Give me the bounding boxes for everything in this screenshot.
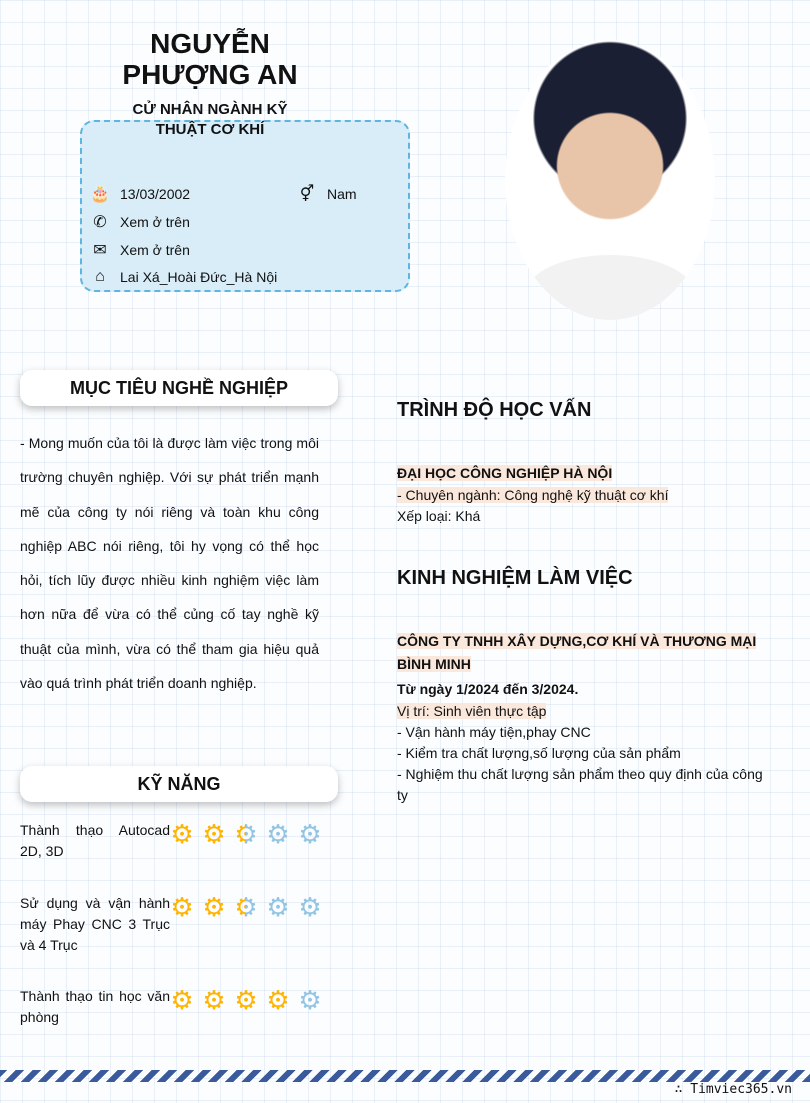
company-name: CÔNG TY TNHH XÂY DỰNG,CƠ KHÍ VÀ THƯƠNG MẠI BÌNH MINH — [397, 633, 757, 672]
skill-rating — [168, 987, 324, 1013]
gear-rating-icon: ⚙ — [232, 821, 260, 847]
gender-icon: ⚥ — [299, 186, 315, 203]
gender: Nam — [327, 186, 357, 202]
skill-name: Thành thạo Autocad 2D, 3D — [20, 822, 170, 859]
grade: Xếp loại: Khá — [397, 508, 481, 524]
position: Vị trí: Sinh viên thực tập — [397, 703, 547, 719]
gear-rating-icon: ⚙ — [170, 819, 194, 849]
birthday-cake-icon: 🎂 — [90, 186, 110, 203]
task-item: - Kiểm tra chất lượng,số lượng của sản phẩm — [397, 745, 681, 761]
gear-rating-icon: ⚙ — [170, 985, 194, 1015]
gear-rating-icon: ⚙ — [266, 819, 290, 849]
footer-stripe — [0, 1070, 810, 1082]
candidate-title: CỬ NHÂN NGÀNH KỸ THUẬT CƠ KHÍ — [132, 101, 288, 138]
profile-photo — [505, 40, 715, 320]
email-icon: ✉ — [93, 242, 107, 259]
major: - Chuyên ngành: Công nghệ kỹ thuật cơ khí — [397, 487, 669, 503]
school-name: ĐẠI HỌC CÔNG NGHIỆP HÀ NỘI — [397, 465, 613, 481]
email: Xem ở trên — [120, 242, 190, 258]
gear-rating-icon: ⚙ — [202, 819, 226, 849]
contact-info-box — [80, 120, 410, 292]
skill-rating — [168, 894, 324, 920]
experience-heading: KINH NGHIỆM LÀM VIỆC — [397, 567, 633, 589]
task-item: - Nghiệm thu chất lượng sản phẩm theo quy định của công ty — [397, 766, 763, 803]
phone: Xem ở trên — [120, 214, 190, 230]
objective-heading: MỤC TIÊU NGHỀ NGHIỆP — [20, 370, 338, 406]
address: Lai Xá_Hoài Đức_Hà Nội — [120, 269, 278, 285]
skill-name: Sử dụng và vận hành máy Phay CNC 3 Trục và 4 Trục — [20, 895, 170, 953]
gear-rating-icon: ⚙ — [232, 894, 260, 920]
education-heading: TRÌNH ĐỘ HỌC VẤN — [397, 399, 592, 421]
gear-rating-icon: ⚙ — [202, 985, 226, 1015]
skill-name: Thành thạo tin học văn phòng — [20, 988, 170, 1025]
objective-text: - Mong muốn của tôi là được làm việc trong môi trường chuyên nghiệp. Với sự phát triển mạnh mẽ của công ty nói riêng và toàn khu công nghiệp ABC nói riêng, tôi hy vọng có thể học hỏi, tích lũy được nhiều kinh nghiệm việc làm hơn nữa để vừa có thể củng cố tay nghề kỹ thuật của mình, vừa có thể tham gia hiệu quả vào quá trình phát triển doanh nghiệp. — [20, 435, 319, 692]
gear-rating-icon: ⚙ — [298, 892, 322, 922]
gear-rating-icon: ⚙ — [298, 819, 322, 849]
home-icon: ⌂ — [95, 268, 105, 285]
gear-rating-icon: ⚙ — [298, 985, 322, 1015]
gear-rating-icon: ⚙ — [170, 892, 194, 922]
brand-watermark: ∴ Timviec365.vn — [674, 1082, 792, 1097]
gear-rating-icon: ⚙ — [234, 985, 258, 1015]
candidate-name: NGUYỄN PHƯỢNG AN — [122, 28, 298, 90]
birthday: 13/03/2002 — [120, 186, 191, 202]
skill-rating — [168, 821, 324, 847]
work-period: Từ ngày 1/2024 đến 3/2024. — [397, 681, 579, 697]
task-item: - Vận hành máy tiện,phay CNC — [397, 724, 591, 740]
skills-heading: KỸ NĂNG — [20, 766, 338, 802]
gear-rating-icon: ⚙ — [202, 892, 226, 922]
gear-rating-icon: ⚙ — [266, 892, 290, 922]
gear-rating-icon: ⚙ — [266, 985, 290, 1015]
phone-icon: ✆ — [93, 214, 107, 231]
